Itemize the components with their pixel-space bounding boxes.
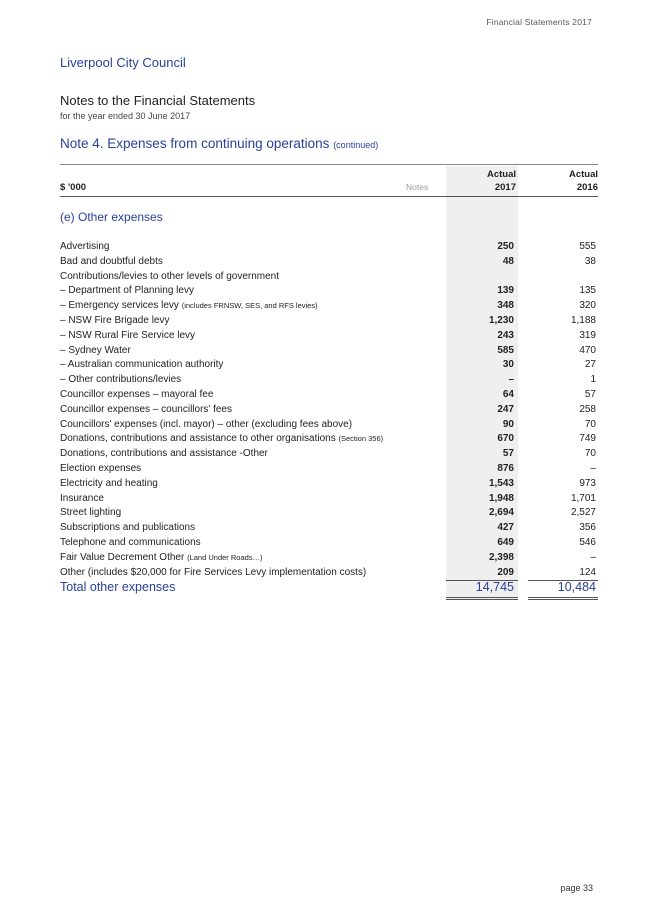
row-label-text: Insurance <box>60 492 104 504</box>
table-row <box>60 329 598 344</box>
row-value-2017: 247 <box>497 403 514 415</box>
row-value-2017: 90 <box>502 418 514 430</box>
row-label-text: Contributions/levies to other levels of government <box>60 270 280 282</box>
table-row <box>60 477 598 492</box>
row-label <box>60 492 104 507</box>
row-label <box>60 373 181 388</box>
row-label <box>60 403 232 418</box>
table-row <box>60 462 598 477</box>
row-value-2016: 320 <box>579 300 596 312</box>
table-row <box>60 240 598 255</box>
row-label <box>60 255 163 270</box>
row-label <box>60 566 366 581</box>
row-value-2016: 555 <box>579 241 596 252</box>
note-heading-text: Note 4. Expenses from continuing operations <box>60 136 330 151</box>
row-value-2016: 319 <box>579 329 596 341</box>
table-row <box>60 418 598 433</box>
row-label-text: Councillors' expenses (incl. mayor) – other (excluding fees above) <box>60 418 353 430</box>
row-value-2016: 258 <box>579 403 596 415</box>
row-label <box>60 447 268 462</box>
row-label-text: Telephone and communications <box>60 536 201 548</box>
row-value-2016: 38 <box>584 255 596 267</box>
table-top-rule <box>60 164 598 165</box>
row-label-text: Street lighting <box>60 507 122 519</box>
row-label <box>60 462 141 477</box>
row-value-2017: 243 <box>497 329 514 341</box>
total-label: Total other expenses <box>60 580 176 594</box>
table-row <box>60 358 598 373</box>
row-label-text: Donations, contributions and assistance -Other <box>60 448 268 460</box>
row-value-2016: 27 <box>584 359 596 371</box>
row-value-2016: 124 <box>579 566 596 578</box>
row-label <box>60 536 201 551</box>
total-2017-bottom-rule <box>446 597 518 600</box>
row-label-text: Electricity and heating <box>60 477 158 489</box>
row-label-note: (Section 356) <box>338 434 384 444</box>
row-value-2017: 649 <box>497 536 514 548</box>
note-heading-suffix: (continued) <box>333 140 379 150</box>
row-label <box>60 477 158 492</box>
row-value-2017: 48 <box>502 255 514 267</box>
row-label <box>60 388 213 403</box>
row-label-note: (includes FRNSW, SES, and RFS levies) <box>181 301 318 311</box>
row-value-2016: 70 <box>584 448 596 460</box>
table-header-rule <box>60 196 598 197</box>
row-label-text: Advertising <box>60 241 110 252</box>
row-label-text: Councillor expenses – councillors' fees <box>60 403 232 415</box>
row-value-2016: 70 <box>584 418 596 430</box>
table-row <box>60 492 598 507</box>
table-row <box>60 566 598 581</box>
row-label-note: (Land Under Roads…) <box>187 552 263 562</box>
table-row <box>60 284 598 299</box>
row-label <box>60 358 223 373</box>
row-value-2017: 30 <box>502 359 514 371</box>
row-label-text: – Sydney Water <box>60 344 131 356</box>
row-value-2016: 135 <box>579 285 596 297</box>
row-label-text: Election expenses <box>60 462 142 474</box>
table-row <box>60 255 598 270</box>
row-label <box>60 240 109 255</box>
table-row <box>60 314 598 329</box>
row-label <box>60 299 318 314</box>
row-value-2016: 2,527 <box>570 507 596 519</box>
row-label-text: Other (includes $20,000 for Fire Services Levy implementation costs) <box>60 566 367 578</box>
row-value-2017: 348 <box>497 300 514 312</box>
row-label-text: Subscriptions and publications <box>60 522 196 534</box>
row-value-2016: 356 <box>579 522 596 534</box>
table-row <box>60 536 598 551</box>
row-label-text: – NSW Fire Brigade levy <box>60 314 170 326</box>
row-value-2016: 1 <box>590 374 596 386</box>
row-value-2016: 57 <box>584 388 596 400</box>
row-value-2016: 973 <box>579 477 596 489</box>
col-2016-actual-label: Actual <box>568 169 598 180</box>
row-value-2017: 1,948 <box>488 492 514 504</box>
row-label <box>60 551 263 566</box>
row-label-text: – Other contributions/levies <box>60 374 182 386</box>
col-2017-year: 2017 <box>494 182 516 193</box>
total-2016-top-rule <box>528 580 598 581</box>
notes-subtitle: for the year ended 30 June 2017 <box>60 111 191 121</box>
row-value-2017: 1,230 <box>488 314 514 326</box>
row-value-2017: 2,694 <box>488 507 514 519</box>
row-value-2016: – <box>590 551 596 563</box>
row-label-text: Councillor expenses – mayoral fee <box>60 388 214 400</box>
row-value-2017: – <box>508 374 514 386</box>
row-label-text: – Australian communication authority <box>60 359 224 371</box>
row-value-2017: 139 <box>497 285 514 297</box>
table-row <box>60 432 598 447</box>
row-label-text: Bad and doubtful debts <box>60 255 163 267</box>
row-label-text: – NSW Rural Fire Service levy <box>60 329 196 341</box>
note-heading <box>60 136 378 151</box>
row-label <box>60 418 352 433</box>
row-label <box>60 506 121 521</box>
expense-rows <box>60 240 598 580</box>
notes-title: Notes to the Financial Statements <box>60 93 256 108</box>
table-row <box>60 506 598 521</box>
row-value-2016: 470 <box>579 344 596 356</box>
page-number: page 33 <box>560 883 593 893</box>
table-row <box>60 447 598 462</box>
row-value-2017: 2,398 <box>488 551 514 563</box>
document-header-title: Financial Statements 2017 <box>486 17 592 27</box>
row-value-2016: 749 <box>579 433 596 445</box>
row-value-2017: 670 <box>497 433 514 445</box>
row-value-2017: 250 <box>497 241 514 252</box>
total-2016-bottom-rule <box>528 597 598 600</box>
currency-label: $ '000 <box>60 182 87 193</box>
table-row <box>60 403 598 418</box>
table-row <box>60 551 598 566</box>
row-label <box>60 432 383 447</box>
row-label <box>60 270 279 285</box>
table-row <box>60 344 598 359</box>
total-2016: 10,484 <box>557 580 596 594</box>
row-value-2016: 1,188 <box>570 314 596 326</box>
table-row <box>60 388 598 403</box>
row-label <box>60 344 131 359</box>
total-2017-top-rule <box>446 580 518 581</box>
table-row <box>60 270 598 285</box>
col-2016-year: 2016 <box>576 182 598 193</box>
row-label-text: – Department of Planning levy <box>60 285 194 297</box>
row-label <box>60 521 195 536</box>
row-value-2017: 585 <box>497 344 514 356</box>
row-value-2016: 1,701 <box>570 492 596 504</box>
total-2017: 14,745 <box>475 580 514 594</box>
row-label-text: Fair Value Decrement Other <box>60 551 185 563</box>
row-label <box>60 329 195 344</box>
row-value-2017: 876 <box>497 462 514 474</box>
row-label-text: – Emergency services levy <box>60 300 179 312</box>
table-row <box>60 521 598 536</box>
total-row <box>60 580 598 598</box>
row-value-2017: 57 <box>502 448 514 460</box>
row-value-2017: 1,543 <box>488 477 514 489</box>
table-row <box>60 299 598 314</box>
row-value-2017: 64 <box>502 388 514 400</box>
row-label <box>60 314 169 329</box>
notes-column-label: Notes <box>406 182 429 192</box>
table-row <box>60 373 598 388</box>
organisation-name: Liverpool City Council <box>60 55 186 70</box>
row-label <box>60 284 194 299</box>
row-label-text: Donations, contributions and assistance to other organisations <box>60 433 336 445</box>
row-value-2016: – <box>590 462 596 474</box>
row-value-2017: 209 <box>497 566 514 578</box>
row-value-2017: 427 <box>497 522 514 534</box>
row-value-2016: 546 <box>579 536 596 548</box>
section-title: (e) Other expenses <box>60 210 163 224</box>
col-2017-actual-label: Actual <box>486 169 516 180</box>
